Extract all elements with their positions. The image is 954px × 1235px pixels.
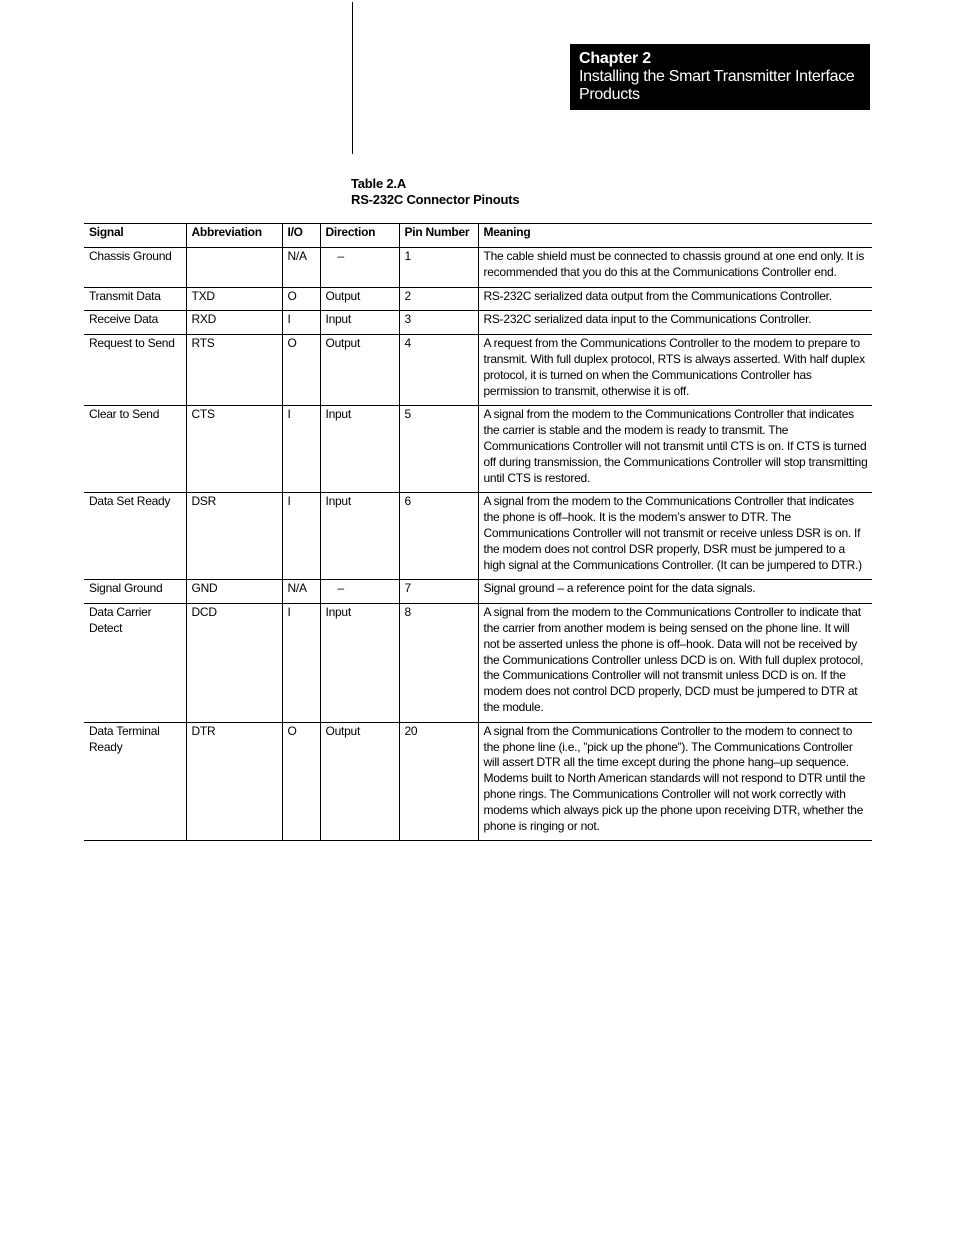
chapter-label: Chapter 2 <box>579 50 651 67</box>
cell-abbreviation: DTR <box>186 722 282 841</box>
table-row <box>84 580 872 604</box>
cell-direction: Input <box>320 406 399 493</box>
table-row <box>84 311 872 335</box>
cell-pin: 2 <box>399 287 478 311</box>
cell-direction: Input <box>320 604 399 723</box>
table-row <box>84 722 872 841</box>
table-number: Table 2.A <box>351 176 407 191</box>
cell-pin: 1 <box>399 248 478 288</box>
cell-pin: 3 <box>399 311 478 335</box>
cell-direction: Input <box>320 311 399 335</box>
cell-direction: – <box>320 580 399 604</box>
cell-io: I <box>282 604 320 723</box>
cell-pin: 4 <box>399 335 478 406</box>
cell-io: O <box>282 722 320 841</box>
cell-signal: Transmit Data <box>84 287 186 311</box>
cell-meaning: A signal from the Communications Controller to the modem to connect to the phone line (i.e., ”pick up the phone”). The Communications Controller will assert DTR all the time except during the phone hang–up sequence. Modems built to North American standards will not respond to DTR until the phone rings. The Communications Controller will not work correctly with modems which always pick up the phone upon receiving DTR, whether the phone is ringing or not. <box>478 722 872 841</box>
table-header-row <box>84 224 872 248</box>
column-header-pin-number: Pin Number <box>399 224 478 248</box>
cell-direction: Input <box>320 493 399 580</box>
cell-signal: Request to Send <box>84 335 186 406</box>
cell-meaning: A signal from the modem to the Communications Controller that indicates the carrier is stable and the modem is ready to transmit. The Communications Controller will not transmit until CTS is on. If CTS is turned off during transmission, the Communications Controller will stop transmitting until CTS is restored. <box>478 406 872 493</box>
cell-abbreviation <box>186 248 282 288</box>
table-row <box>84 335 872 406</box>
cell-io: N/A <box>282 580 320 604</box>
table-row <box>84 406 872 493</box>
cell-signal: Clear to Send <box>84 406 186 493</box>
cell-pin: 20 <box>399 722 478 841</box>
pinouts-table <box>84 223 872 841</box>
cell-io: O <box>282 287 320 311</box>
cell-abbreviation: DCD <box>186 604 282 723</box>
cell-meaning: A request from the Communications Controller to the modem to prepare to transmit. With full duplex protocol, RTS is always asserted. With half duplex protocol, it is turned on when the Communications Controller has permission to transmit, otherwise it is off. <box>478 335 872 406</box>
cell-abbreviation: RXD <box>186 311 282 335</box>
table-row <box>84 287 872 311</box>
cell-signal: Signal Ground <box>84 580 186 604</box>
cell-abbreviation: GND <box>186 580 282 604</box>
table-row <box>84 493 872 580</box>
cell-direction: – <box>320 248 399 288</box>
cell-abbreviation: TXD <box>186 287 282 311</box>
cell-pin: 8 <box>399 604 478 723</box>
cell-meaning: The cable shield must be connected to chassis ground at one end only. It is recommended that you do this at the Communications Controller end. <box>478 248 872 288</box>
cell-pin: 7 <box>399 580 478 604</box>
cell-abbreviation: CTS <box>186 406 282 493</box>
table-row <box>84 248 872 288</box>
cell-pin: 5 <box>399 406 478 493</box>
cell-direction: Output <box>320 287 399 311</box>
cell-meaning: A signal from the modem to the Communications Controller to indicate that the carrier from another modem is being sensed on the phone line. It will not be asserted unless the phone is off–hook. Data will not be received by the Communications Controller unless DCD is on. With full duplex protocol, the Communications Controller will not transmit unless DCD is on. If the modem does not control DCD properly, DCD must be jumpered to DTR at the module. <box>478 604 872 723</box>
cell-direction: Output <box>320 722 399 841</box>
chapter-header <box>570 44 870 110</box>
cell-io: I <box>282 406 320 493</box>
cell-signal: Receive Data <box>84 311 186 335</box>
cell-abbreviation: RTS <box>186 335 282 406</box>
column-header-meaning: Meaning <box>478 224 872 248</box>
cell-abbreviation: DSR <box>186 493 282 580</box>
cell-signal: Chassis Ground <box>84 248 186 288</box>
table-title: RS-232C Connector Pinouts <box>351 192 520 207</box>
cell-meaning: RS-232C serialized data input to the Communications Controller. <box>478 311 872 335</box>
margin-rule <box>352 2 353 154</box>
cell-signal: Data Carrier Detect <box>84 604 186 723</box>
cell-signal: Data Set Ready <box>84 493 186 580</box>
cell-pin: 6 <box>399 493 478 580</box>
column-header-signal: Signal <box>84 224 186 248</box>
chapter-title: Installing the Smart Transmitter Interface Products <box>579 68 855 103</box>
column-header-io: I/O <box>282 224 320 248</box>
table-caption <box>351 176 519 208</box>
cell-meaning: Signal ground – a reference point for the data signals. <box>478 580 872 604</box>
cell-io: N/A <box>282 248 320 288</box>
cell-io: O <box>282 335 320 406</box>
cell-direction: Output <box>320 335 399 406</box>
table-row <box>84 604 872 723</box>
column-header-abbreviation: Abbreviation <box>186 224 282 248</box>
cell-meaning: A signal from the modem to the Communications Controller that indicates the phone is off–hook. It is the modem’s answer to DTR. The Communications Controller will not transmit or receive unless DSR is on. If the modem does not control DSR properly, DSR must be jumpered to a high signal at the Communications Controller. (It can be jumpered to DTR.) <box>478 493 872 580</box>
cell-io: I <box>282 311 320 335</box>
cell-signal: Data Terminal Ready <box>84 722 186 841</box>
column-header-direction: Direction <box>320 224 399 248</box>
cell-meaning: RS-232C serialized data output from the Communications Controller. <box>478 287 872 311</box>
cell-io: I <box>282 493 320 580</box>
